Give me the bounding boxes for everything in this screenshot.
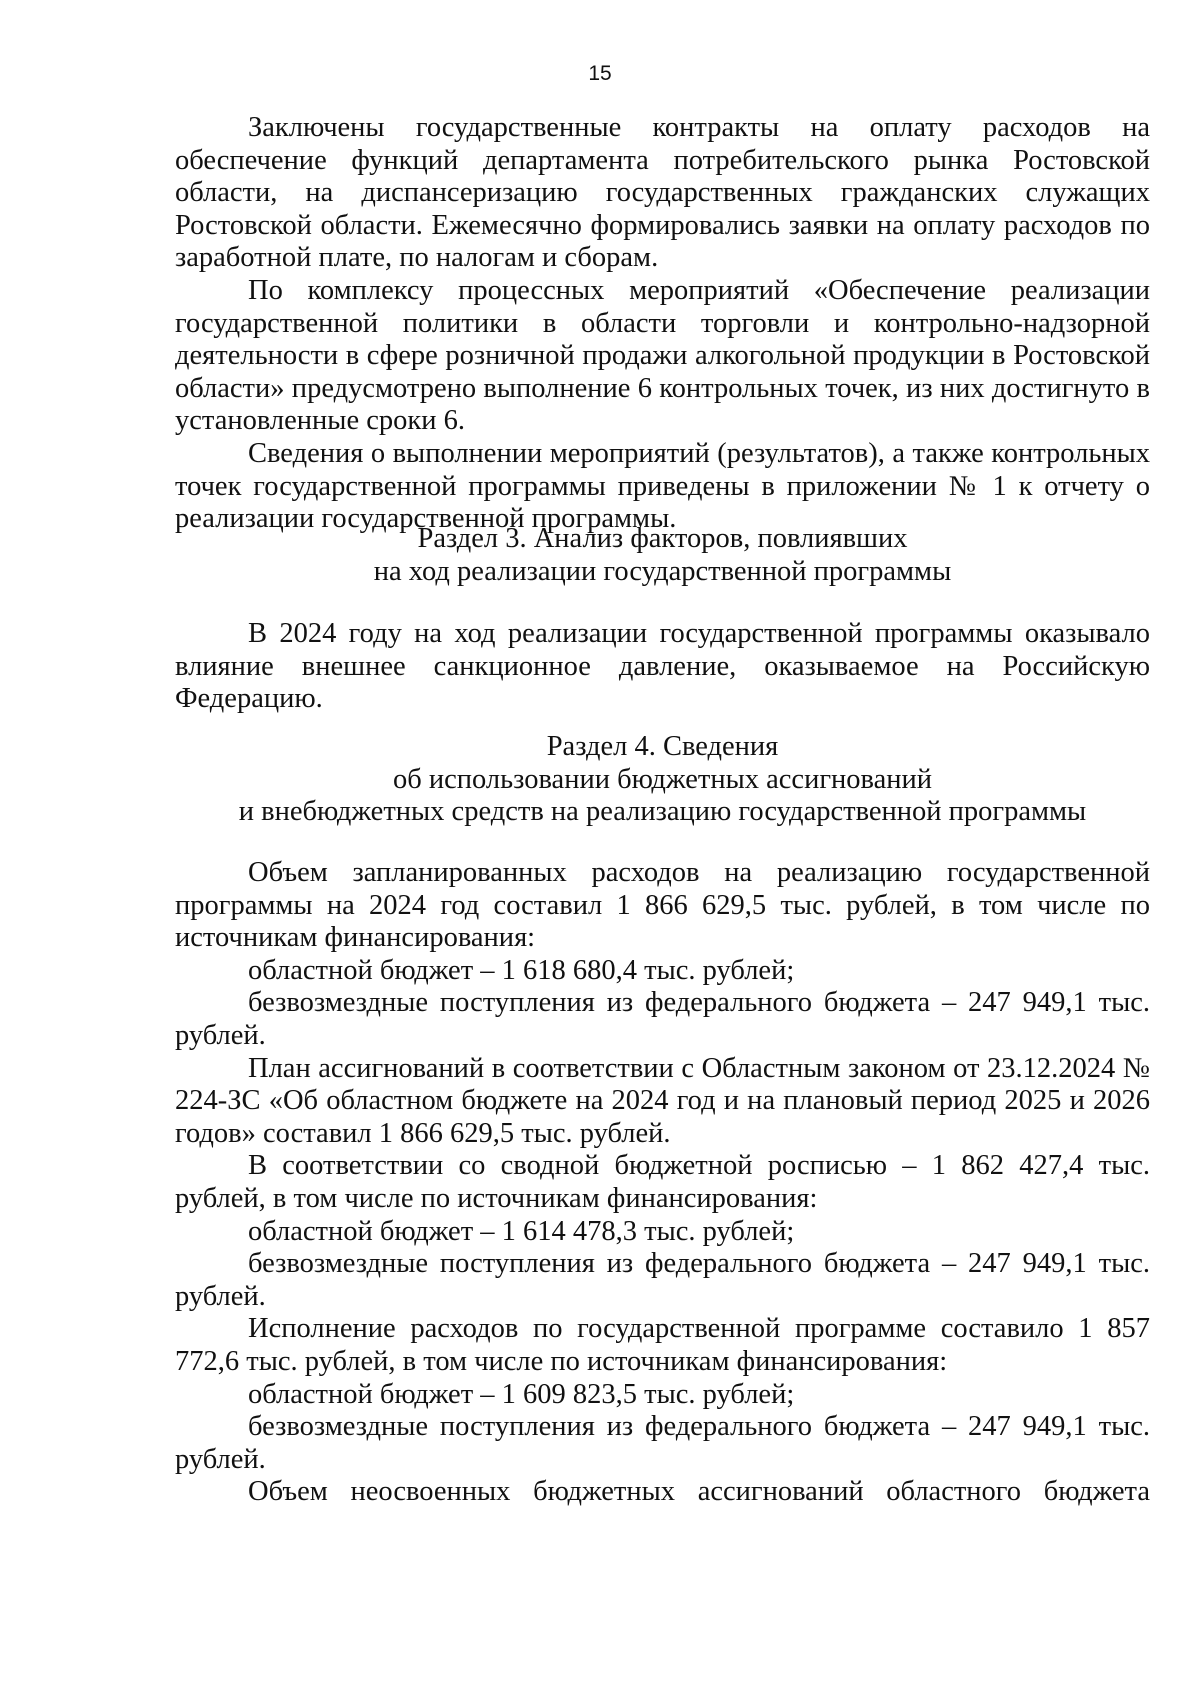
section4-heading-line3: и внебюджетных средств на реализацию государственной программы (238, 796, 1087, 828)
section3-heading-line2: на ход реализации государственной программы (373, 555, 952, 587)
section2-text (175, 112, 1150, 536)
section4-heading-line1: Раздел 4. Сведения (546, 731, 779, 762)
paragraph-schedule-federal-transfers: безвозмездные поступления из федерального бюджета – 247 949,1 тыс. рублей. (175, 1248, 1150, 1312)
section3-text (175, 618, 1150, 716)
section3-heading (175, 523, 1150, 588)
paragraph-contracts: Заключены государственные контракты на оплату расходов на обеспечение функций департамента потребительского рынка Ростовской области, на диспансеризацию государственных гражданских служащих Ростовской области. Ежемесячно формировались заявки на оплату расходов по заработной плате, по налогам и сборам. (175, 112, 1150, 274)
section3-heading-line1: Раздел 3. Анализ факторов, повлиявших (417, 523, 908, 554)
paragraph-sanctions: В 2024 году на ход реализации государственной программы оказывало влияние внешнее санкционное давление, оказываемое на Российскую Федерацию. (175, 618, 1150, 715)
paragraph-planned-expenses: Объем запланированных расходов на реализацию государственной программы на 2024 год составил 1 866 629,5 тыс. рублей, в том числе по источникам финансирования: (175, 857, 1150, 954)
paragraph-unspent-allocations: Объем неосвоенных бюджетных ассигнований областного бюджета (248, 1476, 1150, 1508)
section4-heading-line2: об использовании бюджетных ассигнований (393, 763, 932, 795)
paragraph-planned-regional-budget: областной бюджет – 1 618 680,4 тыс. рублей; (248, 954, 795, 986)
paragraph-execution-federal-transfers: безвозмездные поступления из федерального бюджета – 247 949,1 тыс. рублей. (175, 1411, 1150, 1475)
paragraph-schedule-regional-budget: областной бюджет – 1 614 478,3 тыс. рублей; (248, 1215, 795, 1247)
paragraph-allocation-plan: План ассигнований в соответствии с Областным законом от 23.12.2024 № 224-ЗС «Об областном бюджете на 2024 год и на плановый период 2025 и 2026 годов» составил 1 866 629,5 тыс. рублей. (175, 1052, 1150, 1149)
section4-text (175, 857, 1150, 1509)
paragraph-execution: Исполнение расходов по государственной программе составило 1 857 772,6 тыс. рублей, в том числе по источникам финансирования: (175, 1313, 1150, 1377)
section4-heading (175, 731, 1150, 829)
paragraph-execution-regional-budget: областной бюджет – 1 609 823,5 тыс. рублей; (248, 1378, 795, 1410)
paragraph-planned-federal-transfers: безвозмездные поступления из федерального бюджета – 247 949,1 тыс. рублей. (175, 987, 1150, 1051)
page-number: 15 (588, 62, 612, 85)
paragraph-appendix-reference: Сведения о выполнении мероприятий (результатов), а также контрольных точек государственной программы приведены в приложении № 1 к отчету о реализации государственной программы. (175, 437, 1150, 535)
paragraph-budget-schedule: В соответствии со сводной бюджетной росписью – 1 862 427,4 тыс. рублей, в том числе по источникам финансирования: (175, 1150, 1150, 1214)
paragraph-control-points: По комплексу процессных мероприятий «Обеспечение реализации государственной политики в области торговли и контрольно-надзорной деятельности в сфере розничной продажи алкогольной продукции в Ростовской области» предусмотрено выполнение 6 контрольных точек, из них достигнуто в установленные сроки 6. (175, 274, 1150, 437)
